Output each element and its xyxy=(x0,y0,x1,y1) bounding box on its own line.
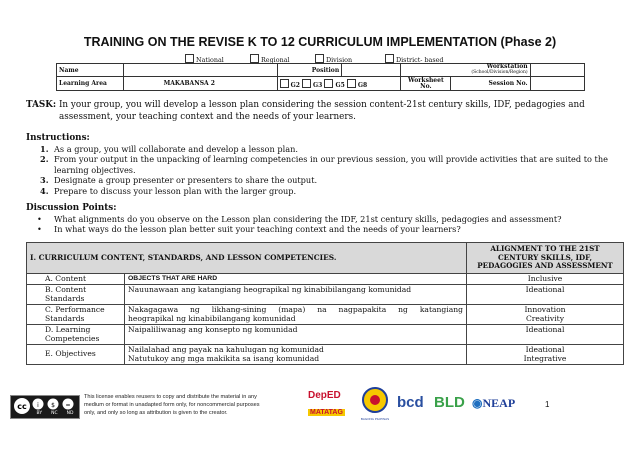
grade-g5[interactable]: G5 xyxy=(335,81,345,89)
section-header: I. CURRICULUM CONTENT, STANDARDS, AND LESSON COMPETENCIES. xyxy=(27,243,467,274)
instruction-item: 2. From your output in the unpacking of learning competencies in our previous session, you will provide activities that are suited to the learning objectives. xyxy=(40,154,608,175)
cc-by-label: BY xyxy=(36,411,43,416)
cc-nc-label: NC xyxy=(51,411,58,416)
row-label: A. Content xyxy=(27,274,125,285)
discussion-item: • What alignments do you observe on the Lesson plan considering the IDF, 21st century skills, pedagogies and assessment? xyxy=(37,213,562,224)
bld-logo: BLD xyxy=(434,394,465,411)
discussion-item: • In what ways do the lesson plan better suit your teaching context and the needs of your learners? xyxy=(37,224,461,235)
row-alignment: Inclusive xyxy=(467,274,624,285)
row-alignment: Ideational xyxy=(467,324,624,344)
row-content: Nauunawaan ang katangiang heograpikal ng kinabibilangang komunidad xyxy=(125,284,467,304)
neap-logo: ◉NEAP xyxy=(472,396,516,410)
cc-nd-label: ND xyxy=(66,411,74,416)
task-label: TASK: xyxy=(26,100,57,110)
table-row xyxy=(27,284,624,304)
row-alignment: Ideational xyxy=(467,284,624,304)
worksheet-label: Worksheet No. xyxy=(401,77,451,91)
bagong-pilipinas-logo: BAGONG PILIPINAS xyxy=(360,387,390,421)
row-content: Nakagagawa ng likhang-sining (mapa) na nagpapakita ng katangiang heograpikal ng kinabibilangang komunidad xyxy=(125,304,467,324)
workstation-cell xyxy=(401,64,530,77)
cc-license-badge xyxy=(10,395,80,419)
table-row xyxy=(27,304,624,324)
row-content: OBJECTS THAT ARE HARD xyxy=(125,274,467,285)
row-label: C. Performance Standards xyxy=(27,304,125,324)
row-alignment: Innovation Creativity xyxy=(467,304,624,324)
task-section xyxy=(26,100,606,123)
discussion-heading: Discussion Points: xyxy=(26,203,117,213)
page-title: TRAINING ON THE REVISE K TO 12 CURRICULUM IMPLEMENTATION (Phase 2) xyxy=(83,35,557,49)
name-field[interactable] xyxy=(123,64,277,77)
row-alignment: Ideational Integrative xyxy=(467,344,624,364)
curriculum-table xyxy=(26,242,624,365)
instructions-section xyxy=(26,133,616,197)
workstation-field[interactable] xyxy=(530,64,584,77)
neap-globe-icon: ◉ xyxy=(472,396,483,410)
table-row xyxy=(27,344,624,364)
deped-logo: DepED MATATAG xyxy=(308,390,343,416)
instruction-item: 1. As a group, you will collaborate and develop a lesson plan. xyxy=(40,143,298,154)
grade-g3[interactable]: G3 xyxy=(313,81,323,89)
instructions-heading: Instructions: xyxy=(26,133,90,143)
table-row xyxy=(27,324,624,344)
task-text: In your group, you will develop a lesson plan considering the session content-21st century skills, IDF, pedagogies and assessment, your teaching context and the needs of your learners. xyxy=(58,100,585,122)
level-district[interactable]: District- based xyxy=(385,54,444,64)
page-number: 1 xyxy=(545,400,550,409)
svg-text:cc: cc xyxy=(17,402,27,411)
instruction-item: 4. Prepare to discuss your lesson plan with the larger group. xyxy=(40,185,297,196)
bcd-logo: bcd xyxy=(397,394,424,411)
svg-text:=: = xyxy=(65,402,71,409)
name-label: Name xyxy=(57,64,124,77)
row-label: D. Learning Competencies xyxy=(27,324,125,344)
level-regional[interactable]: Regional xyxy=(250,54,290,64)
svg-text:i: i xyxy=(37,402,39,409)
position-field[interactable] xyxy=(342,64,401,77)
discussion-section xyxy=(26,203,616,235)
svg-text:$: $ xyxy=(51,402,55,409)
grade-options xyxy=(277,77,401,91)
session-label: Session No. xyxy=(451,77,530,91)
learning-area-value: MAKABANSA 2 xyxy=(123,77,277,91)
grade-g8[interactable]: G8 xyxy=(357,81,368,89)
learning-area-label: Learning Area xyxy=(57,77,124,91)
workstation-label: Workstation xyxy=(486,63,528,70)
header-form xyxy=(56,63,585,91)
row-label: B. Content Standards xyxy=(27,284,125,304)
level-division[interactable]: Division xyxy=(315,54,352,64)
session-field[interactable] xyxy=(530,77,584,91)
workstation-sub: (School/Division/Region) xyxy=(471,70,528,75)
row-content: Nailalahad ang payak na kahulugan ng komunidad Natutukoy ang mga makikita sa isang komunidad xyxy=(125,344,467,364)
alignment-header: ALIGNMENT TO THE 21ST CENTURY SKILLS, IDF, PEDAGOGIES AND ASSESSMENT xyxy=(467,243,624,274)
level-national[interactable]: National xyxy=(185,54,224,64)
instruction-item: 3. Designate a group presenter or presenters to share the output. xyxy=(40,175,318,186)
row-label: E. Objectives xyxy=(27,344,125,364)
row-content: Naipaliliwanag ang konsepto ng komunidad xyxy=(125,324,467,344)
table-row xyxy=(27,274,624,285)
grade-g2[interactable]: G2 xyxy=(290,81,300,89)
license-text: This license enables reusers to copy and distribute the material in any medium or format in unadapted form only, for noncommercial purposes only, and only so long as attribution is given to the creator. xyxy=(84,394,260,416)
position-label: Position xyxy=(277,64,342,77)
